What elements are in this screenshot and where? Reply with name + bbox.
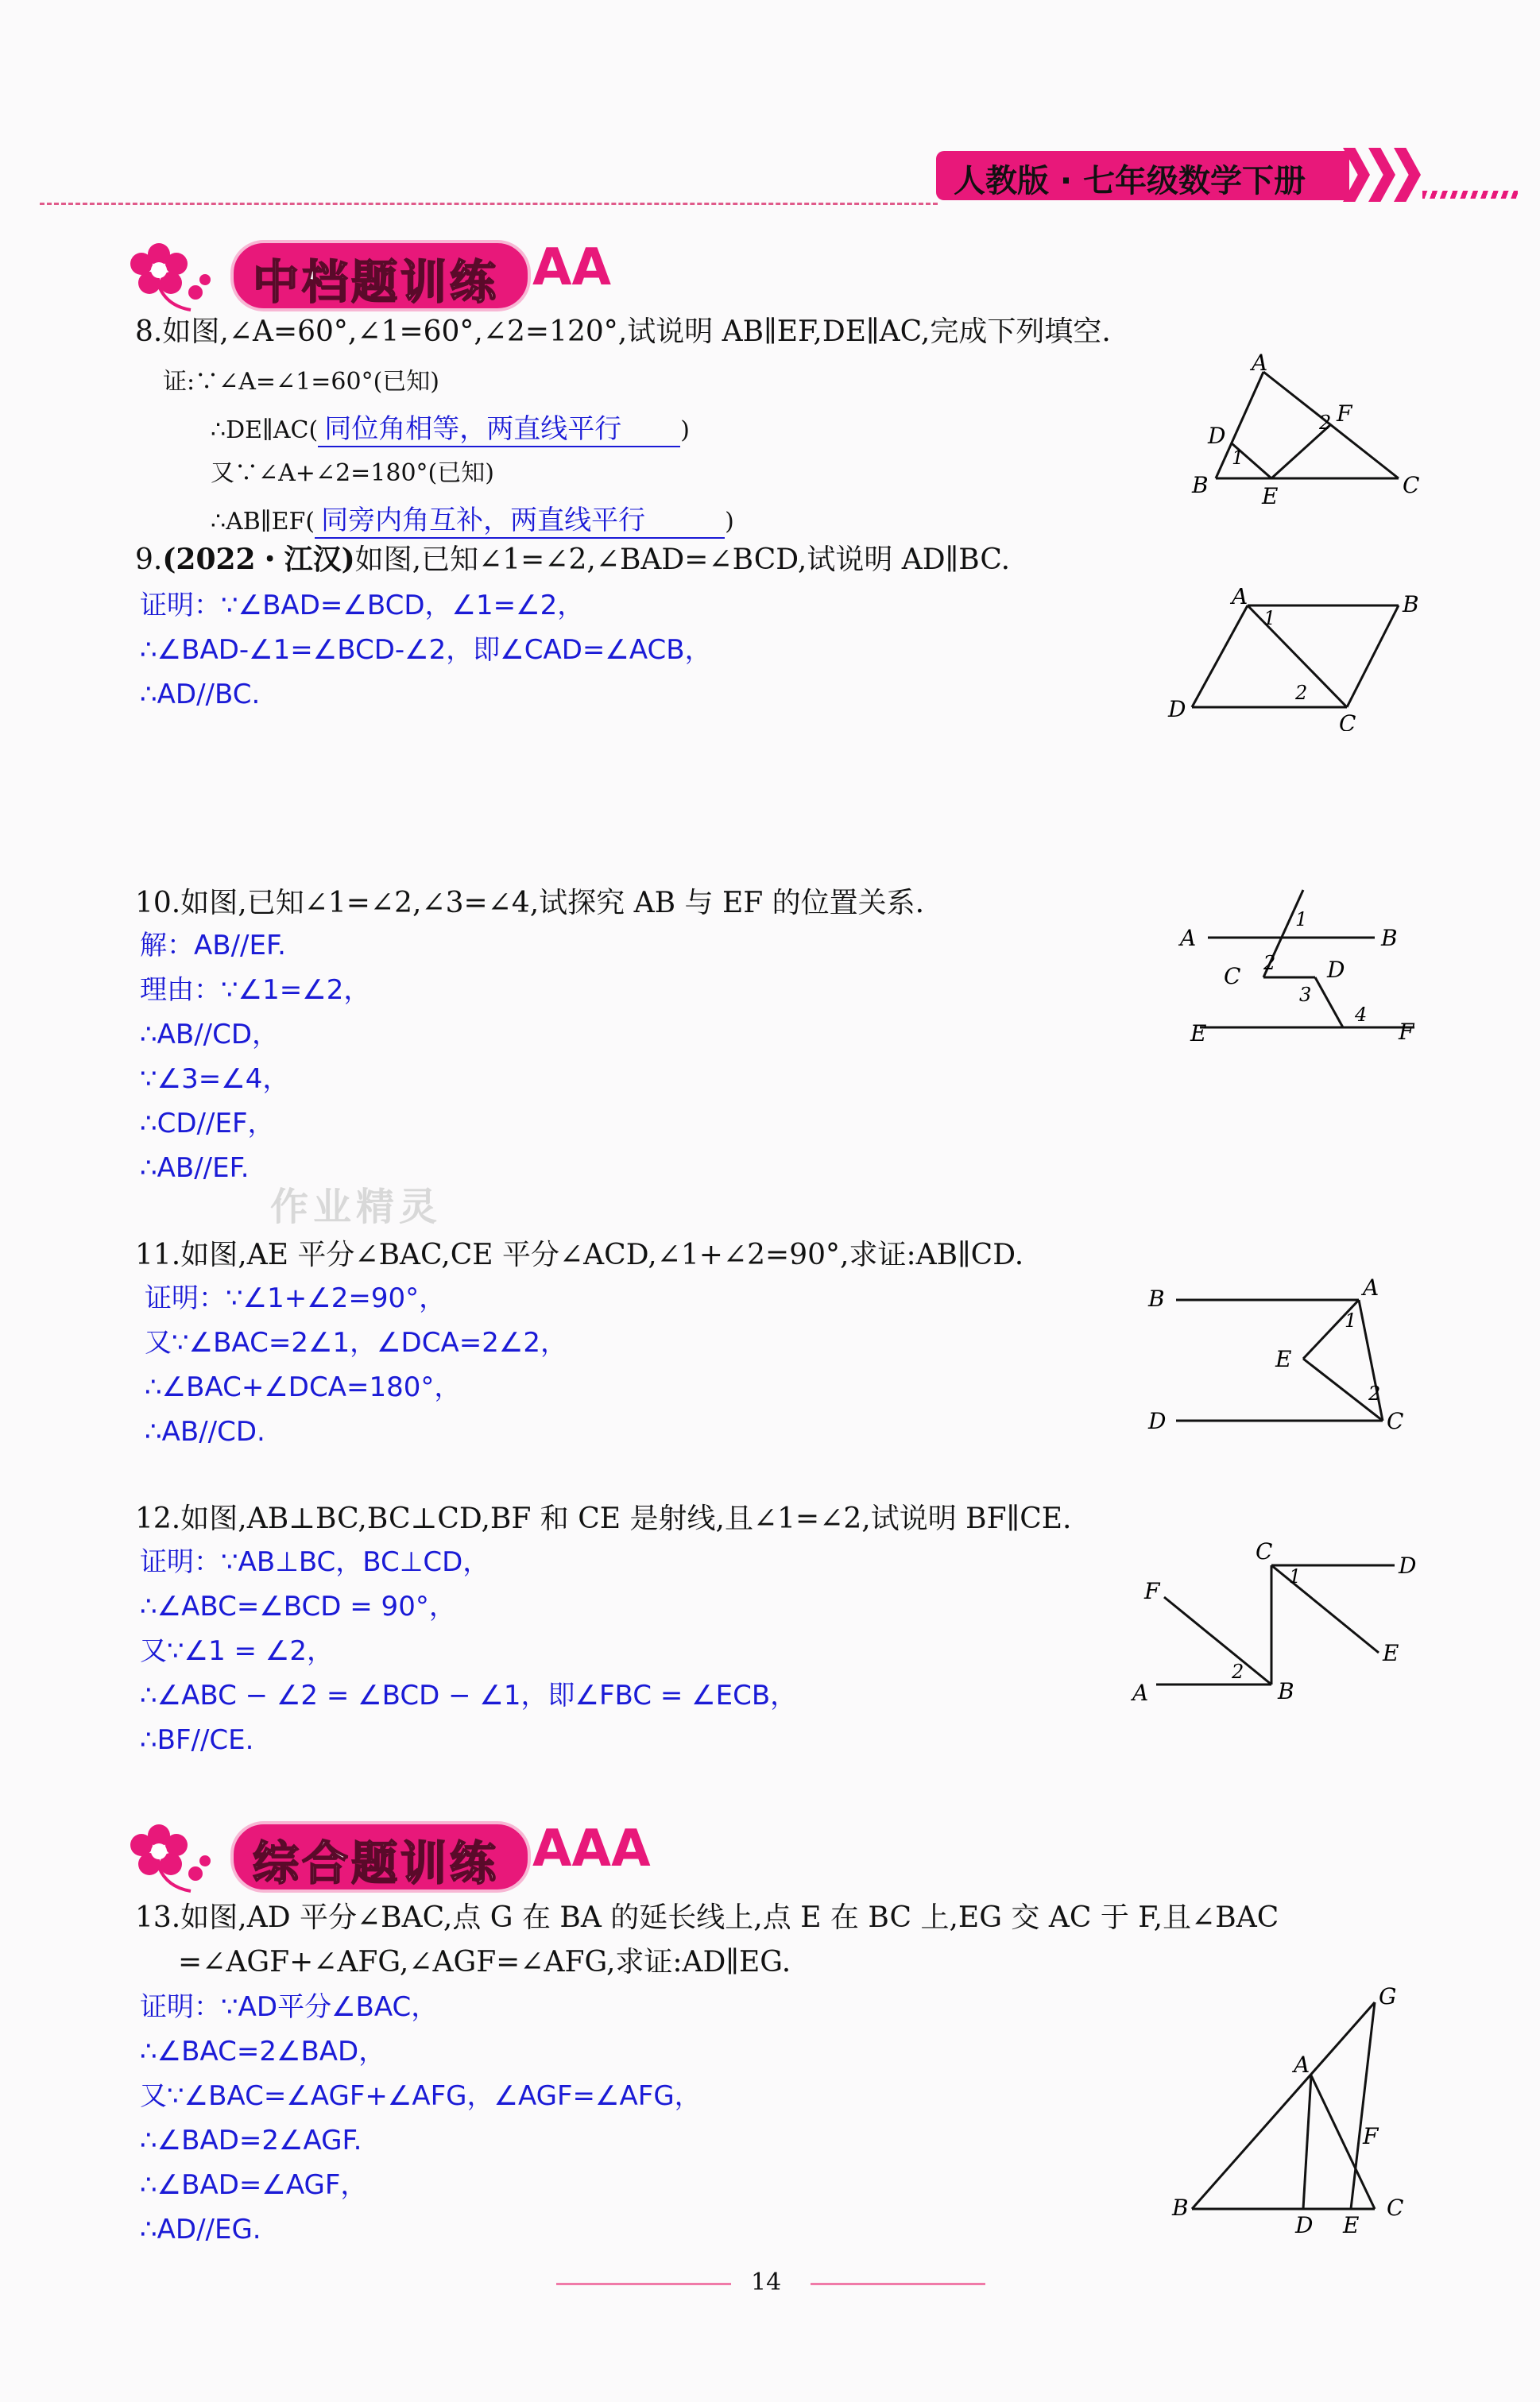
svg-text:1: 1: [1345, 1309, 1357, 1332]
svg-text:A: A: [1132, 1680, 1149, 1706]
svg-text:4: 4: [1355, 1004, 1368, 1026]
svg-text:A: A: [1180, 925, 1197, 951]
svg-text:1: 1: [1263, 607, 1276, 629]
footer-divider: [811, 2283, 985, 2285]
q10-question: 10.如图,已知∠1=∠2,∠3=∠4,试探究 AB 与 EF 的位置关系.: [135, 887, 925, 919]
q8-fill-2: 同旁内角互补，两直线平行: [315, 498, 725, 539]
svg-text:D: D: [1208, 423, 1226, 449]
svg-text:F: F: [1363, 2123, 1379, 2149]
answer-line: ∴BF//CE.: [140, 1724, 254, 1756]
svg-text:E: E: [1275, 1346, 1292, 1372]
q9-source: (2022・江汉): [162, 543, 355, 576]
section-level: AA: [532, 238, 612, 297]
page-number: 14: [751, 2269, 782, 2296]
q12-figure: [1112, 1541, 1430, 1716]
answer-line: ∴AB//CD.: [145, 1416, 265, 1448]
svg-text:2: 2: [1232, 1661, 1244, 1683]
svg-text:A: A: [1252, 350, 1268, 376]
answer-line: ∴∠ABC − ∠2 = ∠BCD − ∠1，即∠FBC = ∠ECB，: [140, 1680, 798, 1712]
answer-line: 证明：∵AB⊥BC，BC⊥CD，: [140, 1546, 490, 1578]
svg-text:A: A: [1294, 2052, 1310, 2078]
header-divider: [40, 203, 938, 205]
svg-text:B: B: [1148, 1286, 1165, 1312]
svg-text:2: 2: [1263, 952, 1276, 974]
svg-text:2: 2: [1295, 682, 1308, 704]
answer-line: ∴AD//BC.: [140, 679, 261, 710]
svg-text:D: D: [1168, 696, 1186, 722]
answer-line: ∴∠BAD=2∠AGF.: [140, 2125, 362, 2156]
svg-text:G: G: [1379, 1983, 1397, 2009]
q13-figure: [1160, 1978, 1430, 2241]
svg-text:C: C: [1339, 710, 1356, 731]
svg-text:E: E: [1383, 1640, 1399, 1666]
q12-question: 12.如图,AB⊥BC,BC⊥CD,BF 和 CE 是射线,且∠1=∠2,试说明 BF∥CE.: [135, 1503, 1072, 1535]
q9-figure: [1160, 588, 1422, 731]
svg-text:B: B: [1172, 2195, 1189, 2221]
svg-text:C: C: [1387, 1408, 1404, 1434]
q13-question-line2: =∠AGF+∠AFG,∠AGF=∠AFG,求证:AD∥EG.: [178, 1946, 791, 1978]
svg-text:B: B: [1278, 1678, 1294, 1704]
q8-question: 8.如图,∠A=60°,∠1=60°,∠2=120°,试说明 AB∥EF,DE∥AC,完成下列填空.: [135, 315, 1111, 348]
q10-figure: [1176, 882, 1430, 1057]
footer-divider: [556, 2283, 731, 2285]
answer-line: 证明：∵∠BAD=∠BCD，∠1=∠2，: [140, 590, 585, 621]
answer-line: ∵∠3=∠4，: [140, 1063, 290, 1095]
answer-line: ∴∠ABC=∠BCD = 90°，: [140, 1591, 456, 1623]
svg-text:1: 1: [1232, 447, 1244, 469]
answer-line: 又∵∠1 = ∠2，: [140, 1635, 334, 1667]
answer-line: 证明：∵AD平分∠BAC，: [140, 1991, 439, 2023]
svg-text:D: D: [1295, 2212, 1314, 2238]
svg-text:C: C: [1387, 2195, 1404, 2221]
svg-text:A: A: [1363, 1274, 1379, 1301]
answer-line: ∴CD//EF，: [140, 1108, 275, 1139]
answer-line: 证明：∵∠1+∠2=90°，: [145, 1282, 447, 1314]
chevron-icon: [1394, 148, 1421, 202]
q8-line1: 证:∵∠A=∠1=60°(已知): [163, 368, 439, 396]
chevron-icon: [1368, 148, 1395, 202]
answer-line: ∴AB//EF.: [140, 1152, 250, 1184]
section-title: 中档题训练: [253, 255, 500, 309]
svg-text:E: E: [1262, 483, 1279, 509]
answer-line: 又∵∠BAC=∠AGF+∠AFG，∠AGF=∠AFG，: [140, 2080, 702, 2112]
svg-text:1: 1: [1295, 908, 1308, 930]
flower-icon: [127, 230, 215, 318]
answer-line: ∴∠BAD=∠AGF，: [140, 2169, 368, 2201]
svg-text:D: D: [1327, 957, 1345, 983]
q11-figure: [1144, 1271, 1430, 1446]
svg-text:B: B: [1403, 591, 1419, 617]
svg-text:2: 2: [1368, 1383, 1381, 1405]
answer-line: 解：AB//EF.: [140, 930, 286, 961]
svg-text:E: E: [1190, 1020, 1207, 1046]
section-title: 综合题训练: [253, 1836, 500, 1890]
header-title: 人教版 · 七年级数学下册: [954, 163, 1306, 199]
svg-text:B: B: [1381, 925, 1398, 951]
svg-text:E: E: [1343, 2212, 1360, 2238]
answer-line: ∴∠BAD-∠1=∠BCD-∠2，即∠CAD=∠ACB，: [140, 634, 712, 666]
q8-fill-1: 同位角相等，两直线平行: [318, 407, 680, 447]
q8-line3: 又∵∠A+∠2=180°(已知): [211, 459, 494, 487]
watermark: 作业精灵: [270, 1185, 443, 1229]
answer-line: ∴∠BAC=2∠BAD，: [140, 2036, 386, 2067]
svg-text:C: C: [1403, 472, 1420, 498]
flower-icon: [127, 1812, 215, 1899]
svg-text:C: C: [1256, 1541, 1273, 1565]
section-level: AAA: [532, 1820, 651, 1878]
q11-question: 11.如图,AE 平分∠BAC,CE 平分∠ACD,∠1+∠2=90°,求证:AB∥CD.: [135, 1239, 1024, 1271]
svg-text:D: D: [1399, 1553, 1417, 1579]
svg-text:F: F: [1337, 400, 1352, 427]
answer-line: ∴∠BAC+∠DCA=180°，: [145, 1371, 462, 1403]
q8-line4: ∴AB∥EF( 同旁内角互补，两直线平行 ): [211, 498, 734, 539]
svg-text:D: D: [1148, 1408, 1167, 1434]
svg-text:B: B: [1192, 472, 1209, 498]
answer-line: 又∵∠BAC=2∠1，∠DCA=2∠2，: [145, 1327, 567, 1359]
q8-line2: ∴DE∥AC( 同位角相等，两直线平行 ): [211, 407, 690, 447]
q13-question-line1: 13.如图,AD 平分∠BAC,点 G 在 BA 的延长线上,点 E 在 BC 上,EG 交 AC 于 F,且∠BAC: [135, 1901, 1279, 1934]
q9-question: 9.(2022・江汉)如图,已知∠1=∠2,∠BAD=∠BCD,试说明 AD∥BC.: [135, 543, 1011, 576]
svg-text:C: C: [1224, 963, 1241, 989]
svg-text:F: F: [1399, 1019, 1414, 1045]
svg-text:A: A: [1232, 588, 1248, 609]
answer-line: ∴AB//CD，: [140, 1019, 280, 1050]
header-decoration: [1422, 191, 1518, 199]
svg-text:1: 1: [1289, 1565, 1302, 1588]
svg-text:2: 2: [1319, 412, 1332, 434]
svg-text:F: F: [1144, 1578, 1160, 1604]
q8-figure: [1184, 350, 1422, 516]
answer-line: ∴AD//EG.: [140, 2214, 261, 2245]
answer-line: 理由：∵∠1=∠2，: [140, 974, 371, 1006]
svg-text:3: 3: [1299, 984, 1312, 1006]
